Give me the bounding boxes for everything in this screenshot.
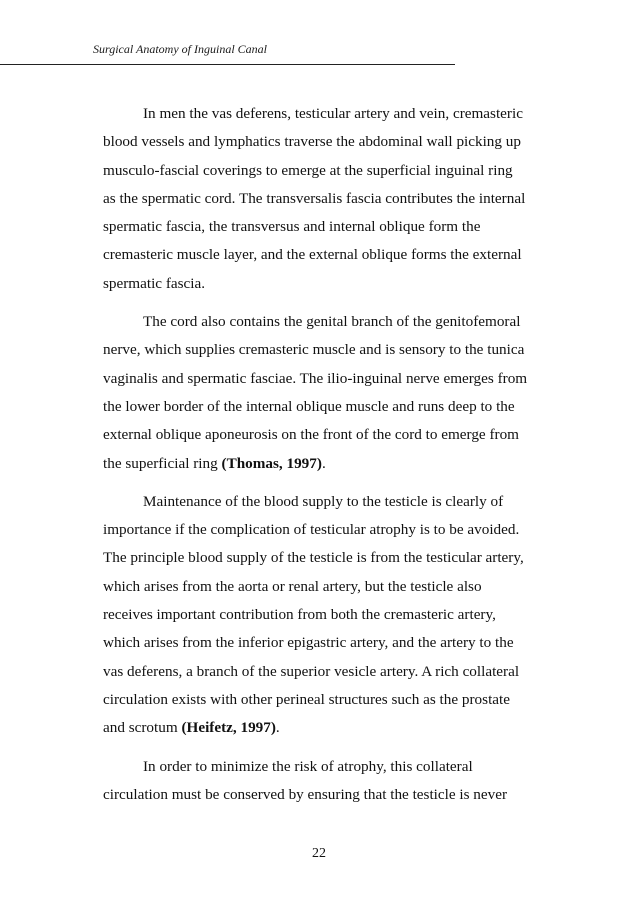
text-line: circulation exists with other perineal structures such as the prostate (103, 690, 510, 708)
text-line (103, 714, 561, 742)
body-text (103, 100, 561, 809)
text-span: . (321, 454, 326, 472)
text-span: the superficial ring (103, 454, 222, 472)
text-line: as the spermatic cord. The transversalis fascia contributes the internal (103, 189, 526, 207)
paragraph-gap (103, 743, 561, 753)
paragraph (103, 100, 561, 298)
page-number: 22 (312, 846, 326, 861)
paragraph (103, 488, 561, 743)
paragraph (103, 753, 561, 810)
paragraph (103, 308, 561, 478)
text-line: nerve, which supplies cremasteric muscle and is sensory to the tunica (103, 341, 525, 359)
text-line: In order to minimize the risk of atrophy, this collateral (143, 757, 473, 775)
text-line: vas deferens, a branch of the superior vesicle artery. A rich collateral (103, 662, 520, 680)
text-line: spermatic fascia. (103, 274, 206, 292)
text-line: circulation must be conserved by ensuring that the testicle is never (103, 785, 508, 803)
paragraph-gap (103, 298, 561, 308)
text-line: receives important contribution from both the cremasteric artery, (103, 606, 496, 624)
text-line: The principle blood supply of the testicle is from the testicular artery, (103, 549, 524, 567)
running-header: Surgical Anatomy of Inguinal Canal (93, 42, 267, 56)
text-line: spermatic fascia, the transversus and internal oblique form the (103, 218, 481, 236)
text-line: the lower border of the internal oblique muscle and runs deep to the (103, 397, 515, 415)
header-rule (0, 64, 455, 65)
text-line: In men the vas deferens, testicular artery and vein, cremasteric (143, 105, 523, 122)
text-span: . (275, 719, 280, 737)
text-line: importance if the complication of testicular atrophy is to be avoided. (103, 521, 520, 539)
text-line: The cord also contains the genital branch of the genitofemoral (143, 313, 521, 331)
text-line: external oblique aponeurosis on the front of the cord to emerge from (103, 426, 519, 444)
text-line: musculo-fascial coverings to emerge at the superficial inguinal ring (103, 161, 513, 179)
text-span: and scrotum (103, 719, 182, 737)
text-line: Maintenance of the blood supply to the testicle is clearly of (143, 492, 504, 510)
text-line: which arises from the inferior epigastric artery, and the artery to the (103, 634, 514, 652)
text-line: cremasteric muscle layer, and the external oblique forms the external (103, 246, 522, 264)
text-line (103, 450, 561, 478)
text-line: which arises from the aorta or renal artery, but the testicle also (103, 577, 482, 595)
paragraph-gap (103, 478, 561, 488)
citation: (Thomas, 1997) (221, 454, 322, 472)
text-line: blood vessels and lymphatics traverse the abdominal wall picking up (103, 133, 521, 151)
citation: (Heifetz, 1997) (181, 719, 276, 737)
text-line: vaginalis and spermatic fasciae. The ilio-inguinal nerve emerges from (103, 369, 528, 387)
